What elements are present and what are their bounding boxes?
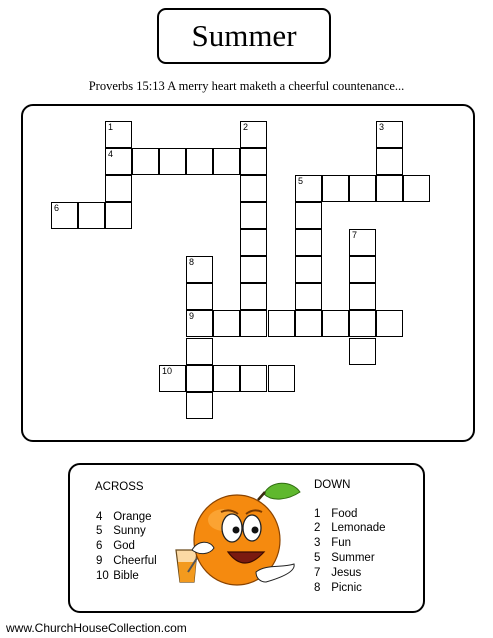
crossword-cell[interactable] [295,229,322,256]
crossword-cell[interactable] [349,175,376,202]
crossword-cell[interactable] [186,310,213,337]
down-clue: 8 Picnic [314,582,362,594]
clue-number: 2 [243,122,249,132]
crossword-cell[interactable] [240,256,267,283]
clue-number: 10 [162,366,173,376]
crossword-cell[interactable] [105,148,132,175]
crossword-cell[interactable] [295,283,322,310]
crossword-cell[interactable] [295,256,322,283]
clue-number: 5 [298,176,304,186]
crossword-cell[interactable] [186,148,213,175]
clue-number: 1 [108,122,114,132]
clue-number: 9 [189,311,195,321]
crossword-cell[interactable] [213,148,240,175]
crossword-cell[interactable] [240,310,267,337]
across-clue: 9 Cheerful [96,555,157,567]
crossword-cell[interactable] [159,148,186,175]
clue-number: 4 [108,149,114,159]
crossword-cell[interactable] [132,148,159,175]
crossword-cell[interactable] [186,392,213,419]
crossword-cell[interactable] [240,121,267,148]
crossword-cell[interactable] [349,256,376,283]
crossword-cell[interactable] [322,310,349,337]
down-clue: 2 Lemonade [314,522,386,534]
crossword-cell[interactable] [51,202,78,229]
across-clue: 10 Bible [96,570,139,582]
across-clue: 4 Orange [96,511,152,523]
crossword-cell[interactable] [349,310,376,337]
crossword-cell[interactable] [78,202,105,229]
crossword-cell[interactable] [376,175,403,202]
crossword-cell[interactable] [213,310,240,337]
crossword-cell[interactable] [376,148,403,175]
page-title: Summer [157,8,331,64]
crossword-cell[interactable] [159,365,186,392]
crossword-cell[interactable] [213,365,240,392]
crossword-cell[interactable] [376,121,403,148]
crossword-cell[interactable] [240,365,267,392]
crossword-cell[interactable] [105,121,132,148]
crossword-cell[interactable] [268,365,295,392]
crossword-cell[interactable] [186,365,213,392]
crossword-cell[interactable] [376,310,403,337]
crossword-cell[interactable] [240,283,267,310]
crossword-cell[interactable] [349,338,376,365]
crossword-cell[interactable] [105,202,132,229]
crossword-cell[interactable] [295,202,322,229]
clue-number: 7 [352,230,358,240]
down-clue: 5 Summer [314,552,375,564]
crossword-cell[interactable] [295,310,322,337]
down-heading: DOWN [314,479,351,491]
crossword-cell[interactable] [186,283,213,310]
crossword-cell[interactable] [349,229,376,256]
across-clue: 6 God [96,540,135,552]
down-clue: 1 Food [314,508,358,520]
crossword-cell[interactable] [186,256,213,283]
bible-verse: Proverbs 15:13 A merry heart maketh a cheerful countenance... [88,79,405,93]
crossword-cell[interactable] [240,148,267,175]
across-heading: ACROSS [95,481,144,493]
crossword-cell[interactable] [268,310,295,337]
across-clue: 5 Sunny [96,525,146,537]
crossword-cell[interactable] [240,202,267,229]
crossword-cell[interactable] [322,175,349,202]
down-clue: 3 Fun [314,537,352,549]
orange-mascot-illustration [170,478,305,598]
clue-number: 3 [379,122,385,132]
crossword-cell[interactable] [186,338,213,365]
down-clue: 7 Jesus [314,567,362,579]
crossword-cell[interactable] [295,175,322,202]
clue-number: 6 [54,203,60,213]
crossword-cell[interactable] [349,283,376,310]
crossword-cell[interactable] [240,229,267,256]
website-url: www.ChurchHouseCollection.com [6,621,187,635]
crossword-cell[interactable] [105,175,132,202]
clue-number: 8 [189,257,195,267]
crossword-cell[interactable] [403,175,430,202]
crossword-cell[interactable] [240,175,267,202]
